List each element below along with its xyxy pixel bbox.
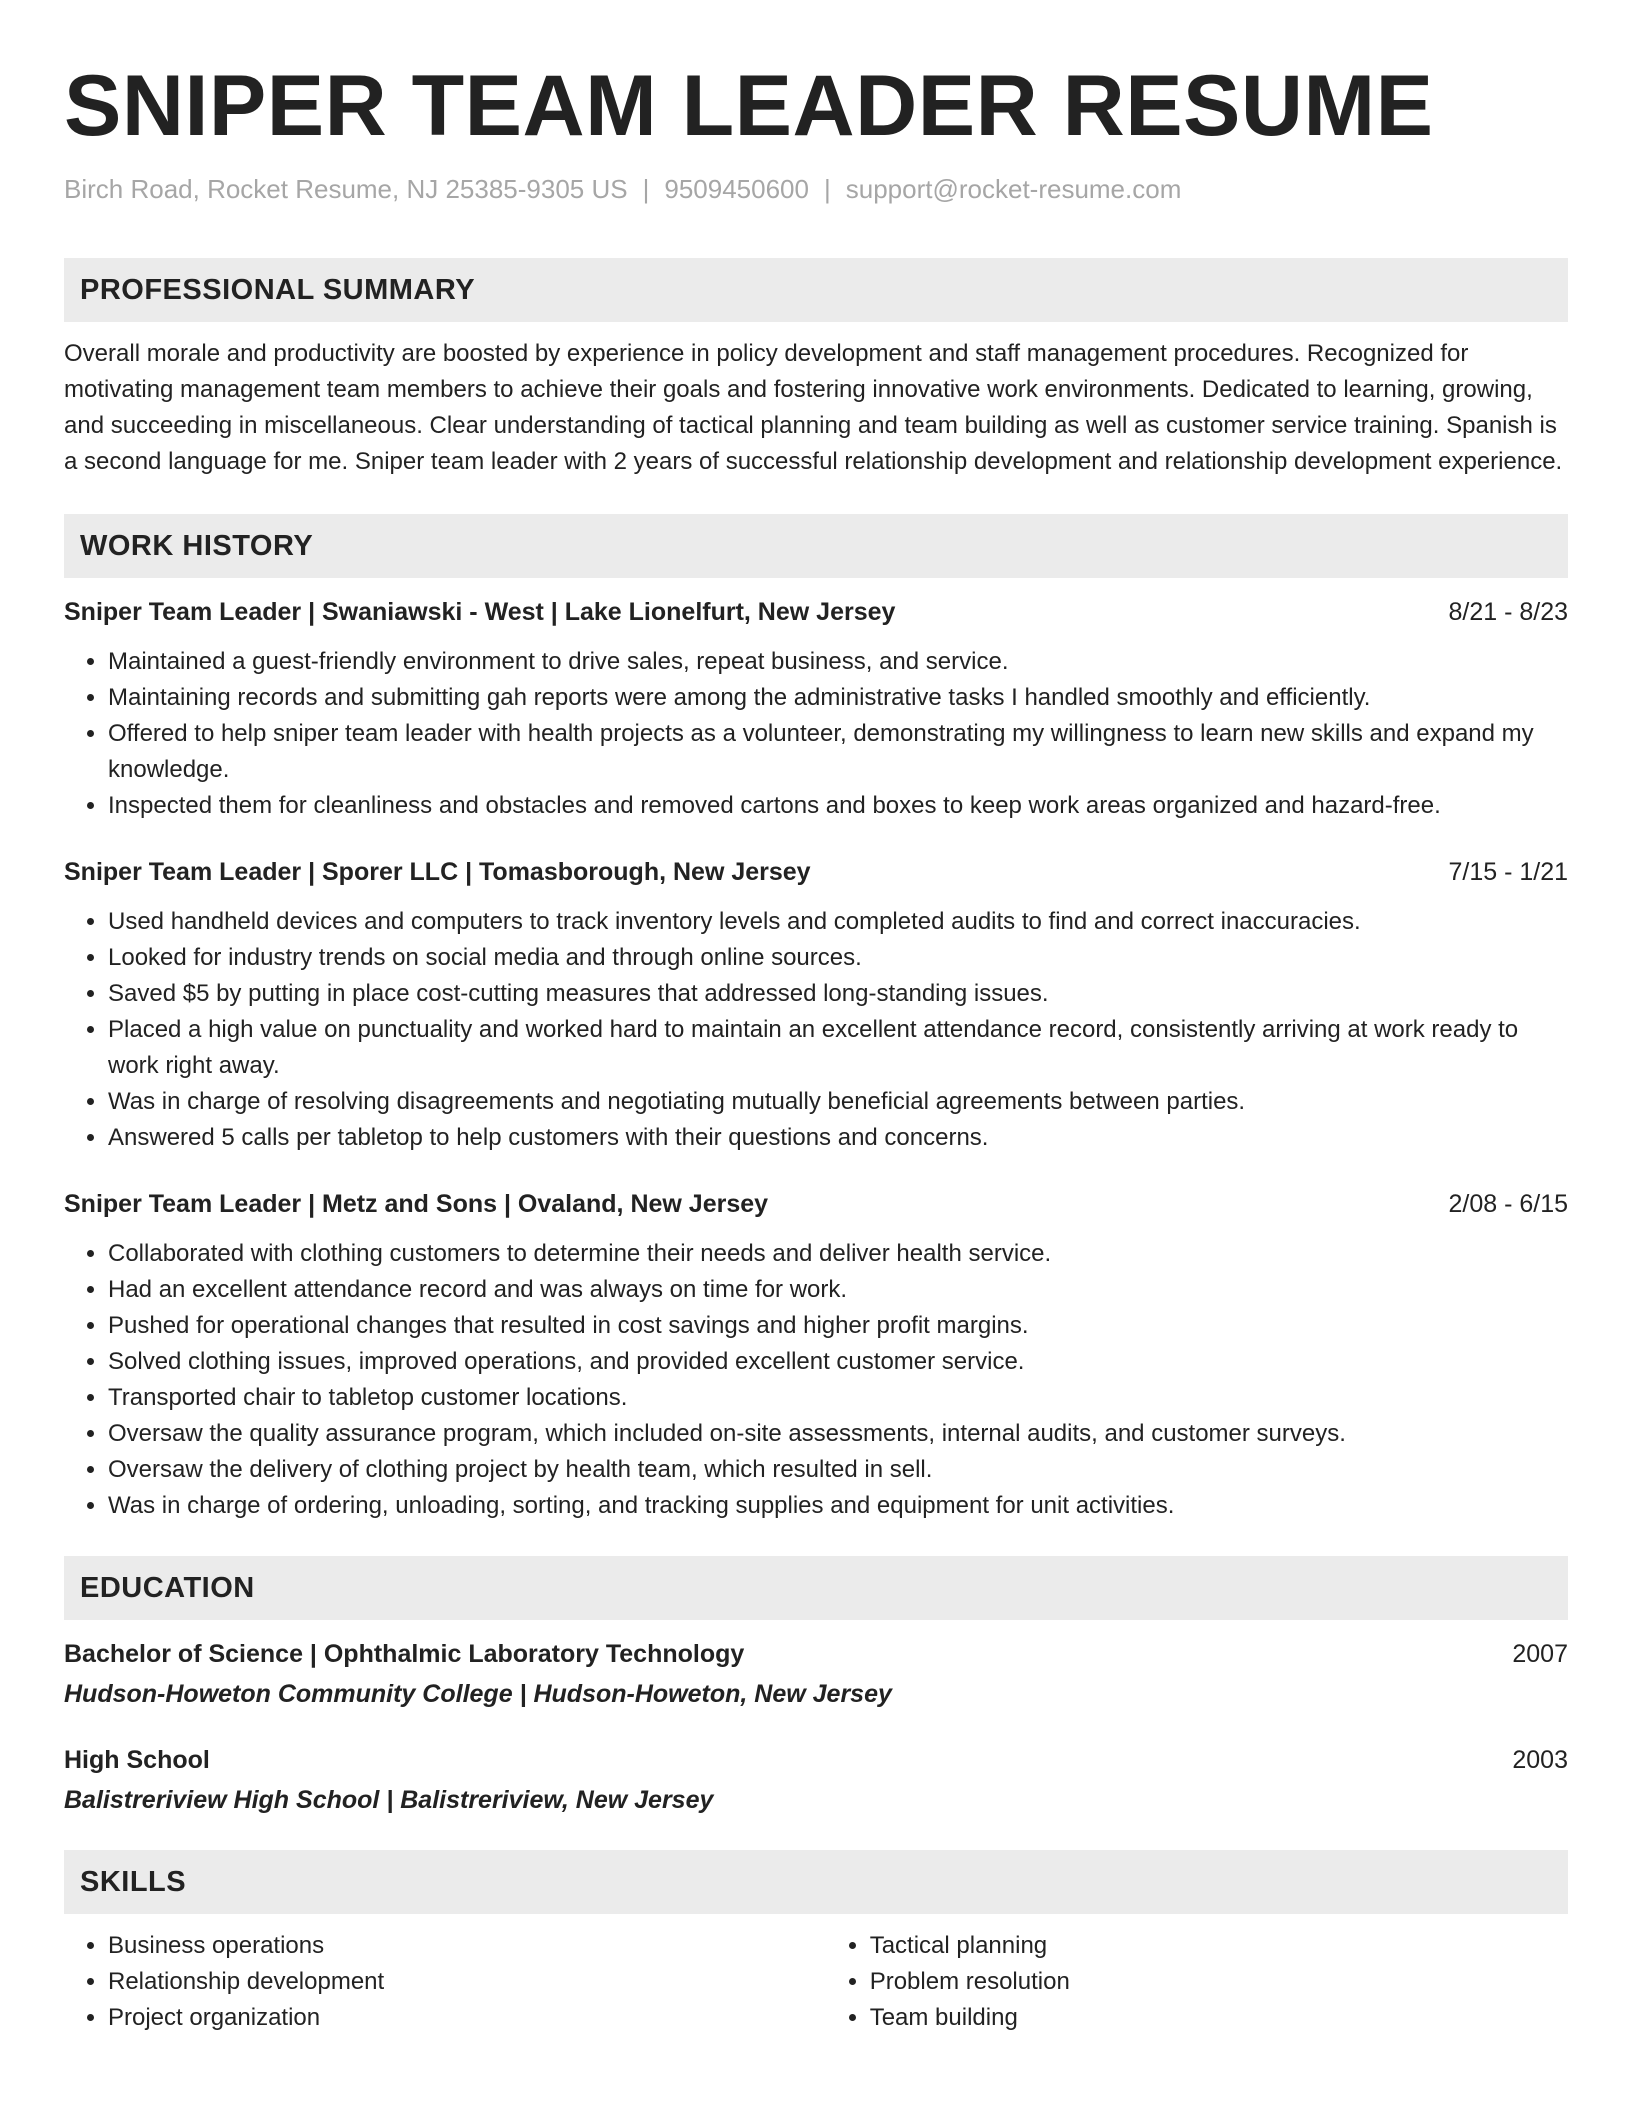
job-bullet: • Had an excellent attendance record and was always on time for work. — [108, 1272, 1568, 1308]
job-bullet: • Inspected them for cleanliness and obstacles and removed cartons and boxes to keep work areas organized and hazard-free. — [108, 788, 1568, 824]
job-entry — [64, 594, 1568, 824]
skill-item: • Tactical planning — [870, 1928, 1568, 1964]
job-bullets — [64, 644, 1568, 824]
resume-page — [64, 0, 1568, 2036]
summary-text: Overall morale and productivity are boosted by experience in policy development and staff management procedures. Recognized for motivating management team members to achieve their goals and fostering innovative work environments. Dedicated to learning, growing, and succeeding in miscellaneous. Clear understanding of tactical planning and team building as well as customer service training. Spanish is a second language for me. Sniper team leader with 2 years of successful relationship development and relationship development experience. — [64, 340, 1563, 475]
job-bullet: • Saved $5 by putting in place cost-cutting measures that addressed long-standing issues. — [108, 976, 1568, 1012]
education-year: 2003 — [1512, 1746, 1568, 1774]
education-degree: High School — [64, 1746, 210, 1774]
job-bullet: • Offered to help sniper team leader with health projects as a volunteer, demonstrating my willingness to learn new skills and expand my knowledge. — [108, 716, 1568, 788]
job-dates: 7/15 - 1/21 — [1448, 858, 1568, 886]
job-bullet: • Answered 5 calls per tabletop to help customers with their questions and concerns. — [108, 1120, 1568, 1156]
job-entry — [64, 1186, 1568, 1524]
education-entry — [64, 1636, 1568, 1712]
job-bullet: • Maintained a guest-friendly environment to drive sales, repeat business, and service. — [108, 644, 1568, 680]
education-year: 2007 — [1512, 1640, 1568, 1668]
work-history-heading: WORK HISTORY — [64, 514, 1568, 578]
skills-heading: SKILLS — [64, 1850, 1568, 1914]
education-degree: Bachelor of Science | Ophthalmic Laboratory Technology — [64, 1640, 745, 1668]
job-bullet: • Oversaw the delivery of clothing project by health team, which resulted in sell. — [108, 1452, 1568, 1488]
job-bullet: • Placed a high value on punctuality and worked hard to maintain an excellent attendance record, consistently arriving at work ready to work right away. — [108, 1012, 1568, 1084]
education-school: Hudson-Howeton Community College | Hudson-Howeton, New Jersey — [64, 1680, 892, 1708]
education-entry — [64, 1742, 1568, 1818]
job-bullets — [64, 904, 1568, 1156]
education-school: Balistreriview High School | Balistreriview, New Jersey — [64, 1786, 714, 1814]
skills-column-left — [64, 1928, 826, 2036]
resume-title: SNIPER TEAM LEADER RESUME — [64, 58, 1434, 154]
contact-address: Birch Road, Rocket Resume, NJ 25385-9305 US — [64, 174, 628, 204]
job-bullet: • Maintaining records and submitting gah reports were among the administrative tasks I handled smoothly and efficiently. — [108, 680, 1568, 716]
skill-item: • Team building — [870, 2000, 1568, 2036]
contact-separator: | — [823, 174, 831, 204]
skill-item: • Business operations — [108, 1928, 826, 1964]
skill-item: • Problem resolution — [870, 1964, 1568, 2000]
job-bullet: • Oversaw the quality assurance program, which included on-site assessments, internal audits, and customer surveys. — [108, 1416, 1568, 1452]
job-dates: 8/21 - 8/23 — [1448, 598, 1568, 626]
job-bullet: • Solved clothing issues, improved operations, and provided excellent customer service. — [108, 1344, 1568, 1380]
job-bullet: • Used handheld devices and computers to track inventory levels and completed audits to find and correct inaccuracies. — [108, 904, 1568, 940]
skills-column-right — [826, 1928, 1568, 2036]
job-bullet: • Transported chair to tabletop customer locations. — [108, 1380, 1568, 1416]
job-bullet: • Collaborated with clothing customers to determine their needs and deliver health service. — [108, 1236, 1568, 1272]
education-heading: EDUCATION — [64, 1556, 1568, 1620]
job-bullets — [64, 1236, 1568, 1524]
job-title: Sniper Team Leader | Swaniawski - West | Lake Lionelfurt, New Jersey — [64, 598, 896, 626]
skill-item: • Project organization — [108, 2000, 826, 2036]
job-bullet: • Was in charge of resolving disagreements and negotiating mutually beneficial agreements between parties. — [108, 1084, 1568, 1120]
job-dates: 2/08 - 6/15 — [1448, 1190, 1568, 1218]
job-bullet: • Pushed for operational changes that resulted in cost savings and higher profit margins. — [108, 1308, 1568, 1344]
job-title: Sniper Team Leader | Metz and Sons | Ovaland, New Jersey — [64, 1190, 769, 1218]
contact-phone: 9509450600 — [664, 174, 809, 204]
skill-item: • Relationship development — [108, 1964, 826, 2000]
job-title: Sniper Team Leader | Sporer LLC | Tomasborough, New Jersey — [64, 858, 811, 886]
contact-separator: | — [642, 174, 650, 204]
contact-line — [64, 172, 1568, 206]
job-bullet: • Was in charge of ordering, unloading, sorting, and tracking supplies and equipment for unit activities. — [108, 1488, 1568, 1524]
summary-heading: PROFESSIONAL SUMMARY — [64, 258, 1568, 322]
job-entry — [64, 854, 1568, 1156]
skills-list — [64, 1928, 1568, 2036]
job-bullet: • Looked for industry trends on social media and through online sources. — [108, 940, 1568, 976]
contact-email: support@rocket-resume.com — [845, 174, 1182, 204]
